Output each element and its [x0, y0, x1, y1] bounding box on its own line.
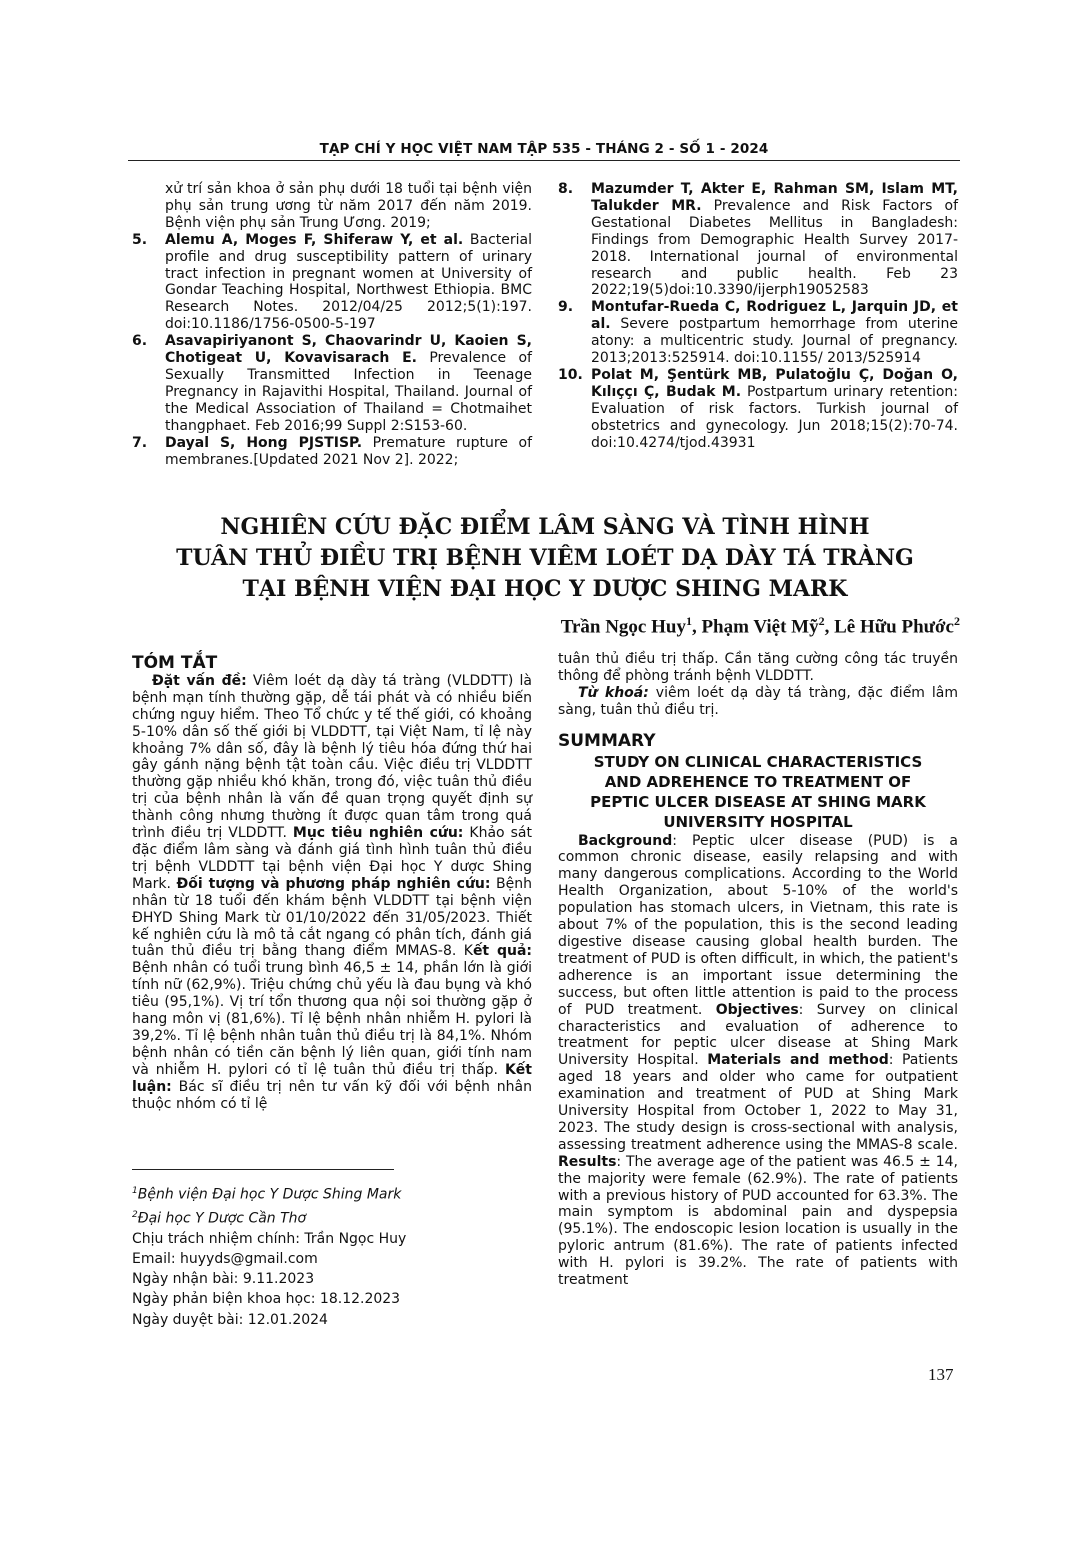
label-results: ết quả: — [472, 943, 532, 960]
summary-text: : Survey on clinical characteristics and evaluation of adherence to treatment for peptic ulcer disease at Shing Mark University Hospital. — [558, 1001, 958, 1069]
reference-item — [132, 435, 532, 469]
label-conclusion: Kết luận: — [132, 1061, 532, 1095]
label-methods: Materials and method — [707, 1052, 889, 1069]
abstract-heading: TÓM TẮT — [132, 653, 218, 673]
date-reviewed: Ngày phản biện khoa học: 18.12.2023 — [132, 1291, 401, 1308]
date-received: Ngày nhận bài: 9.11.2023 — [132, 1271, 315, 1288]
email: Email: huyyds@gmail.com — [132, 1250, 318, 1267]
author-affiliation-mark: 2 — [954, 614, 960, 628]
label-background: Đặt vấn đề: — [152, 672, 247, 689]
page-number: 137 — [928, 1365, 954, 1384]
summary-title-line: AND ADREHENCE TO TREATMENT OF — [604, 772, 912, 791]
date-approved: Ngày duyệt bài: 12.01.2024 — [132, 1311, 328, 1328]
affiliation-text: Bệnh viện Đại học Y Dược Shing Mark — [137, 1186, 402, 1203]
affiliation-mark: 1 — [132, 1186, 138, 1196]
summary-title-line: UNIVERSITY HOSPITAL — [663, 812, 853, 831]
author-name: Trần Ngọc Huy — [560, 616, 686, 638]
ref-number: 7. — [132, 434, 148, 451]
summary-title-line: PEPTIC ULCER DISEASE AT SHING MARK — [590, 792, 926, 811]
summary-title-line: STUDY ON CLINICAL CHARACTERISTICS — [593, 752, 923, 771]
footnote-rule — [132, 1169, 394, 1170]
reference-item — [132, 232, 532, 333]
author-affiliation-mark: 1 — [685, 614, 692, 628]
affiliation-mark: 2 — [132, 1209, 138, 1220]
right-column — [558, 651, 958, 1289]
affiliation-1 — [132, 1181, 532, 1205]
ref-authors: Dayal S, Hong PJSTISP. — [165, 434, 363, 451]
footnotes — [132, 1181, 532, 1330]
references-right — [558, 181, 958, 452]
reference-item — [558, 367, 958, 452]
abstract-conclusion-text-visible: Bác sĩ điều trị nên tư vấn kỹ đối với bệnh nhân thuộc nhóm có tỉ lệ — [132, 1078, 532, 1112]
title-line: NGHIÊN CỨU ĐẶC ĐIỂM LÂM SÀNG VÀ TÌNH HÌNH — [220, 514, 870, 540]
summary-text: : Patients aged 18 years and older who came for outpatient examination and treatment of PUD at Shing Mark University Hospital from October 1, 2022 to May 31, 2023. The study design is cross-sectional with analysis, assessing treatment adherence using the MMAS-8 scale. — [558, 1052, 958, 1153]
summary-paragraph — [558, 833, 958, 1289]
author-name: Phạm Việt Mỹ — [701, 616, 819, 638]
author-affiliation-mark: 2 — [818, 614, 825, 628]
author-list: Trần Ngọc Huy$^1$, Phạm Việt Mỹ$^2$, Lê Hữu Phước$^2$ — [560, 614, 960, 638]
affiliation-text: Đại học Y Dược Cần Thơ — [137, 1210, 307, 1227]
ref-text: Postpartum urinary retention: Evaluation of risk factors. Turkish journal of obstetrics and gynecology. Jun 2018;15(2):70-74. doi:10.4274/tjod.43931 — [591, 383, 958, 451]
ref-authors: Montufar-Rueda C, Rodriguez L, Jarquin JD, et al. — [591, 299, 958, 333]
journal-header: TẠP CHÍ Y HỌC VIỆT NAM TẬP 535 - THÁNG 2 - SỐ 1 - 2024 — [319, 141, 769, 157]
ref-number: 5. — [132, 231, 148, 248]
reference-item — [558, 181, 958, 299]
label-methods: Đối tượng và phương pháp nghiên cứu: — [176, 875, 491, 892]
abstract-vietnamese — [132, 655, 532, 1112]
abstract-text: Bệnh nhân có tuổi trung bình 46,5 ± 14, phần lớn là giới tính nữ (62,9%). Triệu chứng chủ yếu là đau bụng và khó tiêu (95,1%). Vị trí tổn thương qua nội soi thường gặp ở hang môn vị (81,6%). Tỉ lệ bệnh nhân nhiễm H. pylori là 39,2%. Tỉ lệ bệnh nhân tuân thủ điều trị là 84,1%. Nhóm bệnh nhân có tiền căn bệnh lý liên quan, giới tính nam và nhiễm H. pylori có tỉ lệ tuân thủ điều trị thấp. — [132, 960, 532, 1078]
ref-text: Bacterial profile and drug susceptibility pattern of urinary tract infection in pregnant women at University of Gondar Teaching Hospital, Northwest Ethiopia. BMC Research Notes. 2012/04/25 2012;5(1):197. doi:10.1186/1756-0500-5-197 — [165, 231, 532, 333]
ref-authors: Asavapiriyanont S, Chaovarindr U, Kaoien S, Chotigeat U, Kovavisarach E. — [165, 333, 532, 367]
ref-number: 8. — [558, 181, 574, 197]
ref-text: Prevalence and Risk Factors of Gestational Diabetes Mellitus in Bangladesh: Findings from Demographic Health Survey 2017-2018. International journal of environmental research and public health. Feb 23 2022;19(5)doi:10.3390/ijerph19052583 — [591, 197, 959, 299]
abstract-continuation: tuân thủ điều trị thấp. Cần tăng cường công tác truyền thông để phòng tránh bệnh VLDDTT. — [558, 651, 958, 684]
abstract-text: Bệnh nhân từ 18 tuổi đến khám bệnh VLDDTT tại bệnh viện ĐHYD Shing Mark từ 01/10/2022 đến 31/05/2023. Thiết kế nghiên cứu là mô tả cắt ngang có phân tích, đánh giá tuân thủ điều trị bằng thang điểm MMAS-8. K — [132, 875, 533, 960]
ref-text: Severe postpartum hemorrhage from uterine atony: a multicentric study. Journal of pregnancy. 2013;2013:525914. doi:10.1155/ 2013/525914 — [591, 316, 958, 367]
abstract-text: Viêm loét dạ dày tá tràng (VLDDTT) là bệnh mạn tính thường gặp, dễ tái phát và có nhiều biến chứng nguy hiểm. Theo Tổ chức y tế thế giới, có khoảng 5-10% dân số thế giới bị VLDDTT, tại Việt Nam, tỉ lệ này khoảng 7% dân số, đây là bệnh lý tiêu hóa đứng thứ hai gây gánh nặng bệnh tật toàn cầu. Việc điều trị VLDDTT thường gặp nhiều khó khăn, trong đó, việc tuân thủ điều trị của bệnh nhân là vấn đề quan trọng quyết định sự thành công nhưng thường ít được quan tâm trong quá trình điều trị VLDDTT. — [132, 672, 532, 842]
ref-number: 10. — [558, 366, 583, 383]
label-objectives: Mục tiêu nghiên cứu: — [292, 825, 464, 842]
summary-text: : The average age of the patient was 46.5 ± 14, the majority were female (62.9%). The rate of patients with a previous history of PUD accounted for 63.3%. The main symptom is abdominal pain and dyspepsia (95.1%). The endoscopic lesion location is usually in the pyloric antrum (81.6%). The rate of patients infected with H. pylori is 39.2%. The rate of patients with treatment — [558, 1153, 958, 1289]
keywords — [558, 685, 958, 719]
reference-item — [132, 333, 532, 434]
abstract-paragraph — [132, 673, 532, 1113]
corresponding-author: Chịu trách nhiệm chính: Trần Ngọc Huy — [132, 1230, 407, 1247]
abstract-text: Khảo sát đặc điểm lâm sàng và đánh giá tình hình tuân thủ điều trị bệnh VLDDTT tại bệnh viện Đại học Y dược Shing Mark. — [132, 825, 532, 892]
summary-heading: SUMMARY — [558, 730, 656, 751]
header-rule — [128, 160, 960, 161]
references-left — [132, 181, 532, 468]
keywords-label: Từ khoá: — [578, 684, 649, 701]
title-line: TUÂN THỦ ĐIỀU TRỊ BỆNH VIÊM LOÉT DẠ DÀY TÁ TRÀNG — [176, 545, 914, 571]
author-name: Lê Hữu Phước — [834, 616, 954, 638]
label-objectives: Objectives — [715, 1001, 799, 1018]
ref-text: Prevalence of Sexually Transmitted Infection in Teenage Pregnancy in Rajavithi Hospital, Thailand. Journal of the Medical Association of Thailand = Chotmaihet thangphaet. Feb 2016;99 Suppl 2:S153-60. — [165, 350, 532, 434]
ref-authors: Alemu A, Moges F, Shiferaw Y, et al. — [165, 231, 464, 248]
article-title — [130, 512, 960, 605]
label-results: Results — [558, 1153, 617, 1170]
summary-title — [558, 752, 958, 832]
title-line: TẠI BỆNH VIỆN ĐẠI HỌC Y DƯỢC SHING MARK — [242, 576, 848, 602]
ref-authors: Polat M, Şentürk MB, Pulatoğlu Ç, Doğan O, Kılıççı Ç, Budak M. — [591, 366, 958, 400]
ref-4-continuation: xử trí sản khoa ở sản phụ dưới 18 tuổi tại bệnh viện phụ sản trung ương từ năm 2017 đến năm 2019. Bệnh viện phụ sản Trung Ương. 2019; — [165, 181, 532, 231]
ref-text: Premature rupture of membranes.[Updated 2021 Nov 2]. 2022; — [165, 434, 533, 468]
ref-number: 6. — [132, 333, 148, 350]
affiliation-2 — [132, 1205, 532, 1229]
ref-number: 9. — [558, 299, 574, 316]
reference-item — [558, 299, 958, 367]
summary-text: : Peptic ulcer disease (PUD) is a common chronic disease, easily relapsing and with many dangerous complications. According to the World Health Organization, about 5-10% of the world's population has stomach ulcers, in Vietnam, this rate is about 7% of the population, this is the second leading digestive disease causing global health burden. The treatment of PUD is often difficult, in which, the patient's adherence is an important issue determining the success, but often little attention is paid to the process of PUD treatment. — [558, 832, 958, 1018]
keywords-text: viêm loét dạ dày tá tràng, đặc điểm lâm sàng, tuân thủ điều trị. — [558, 684, 958, 718]
label-background: Background — [578, 832, 673, 849]
ref-authors: Mazumder T, Akter E, Rahman SM, Islam MT, Talukder MR. — [591, 181, 958, 214]
